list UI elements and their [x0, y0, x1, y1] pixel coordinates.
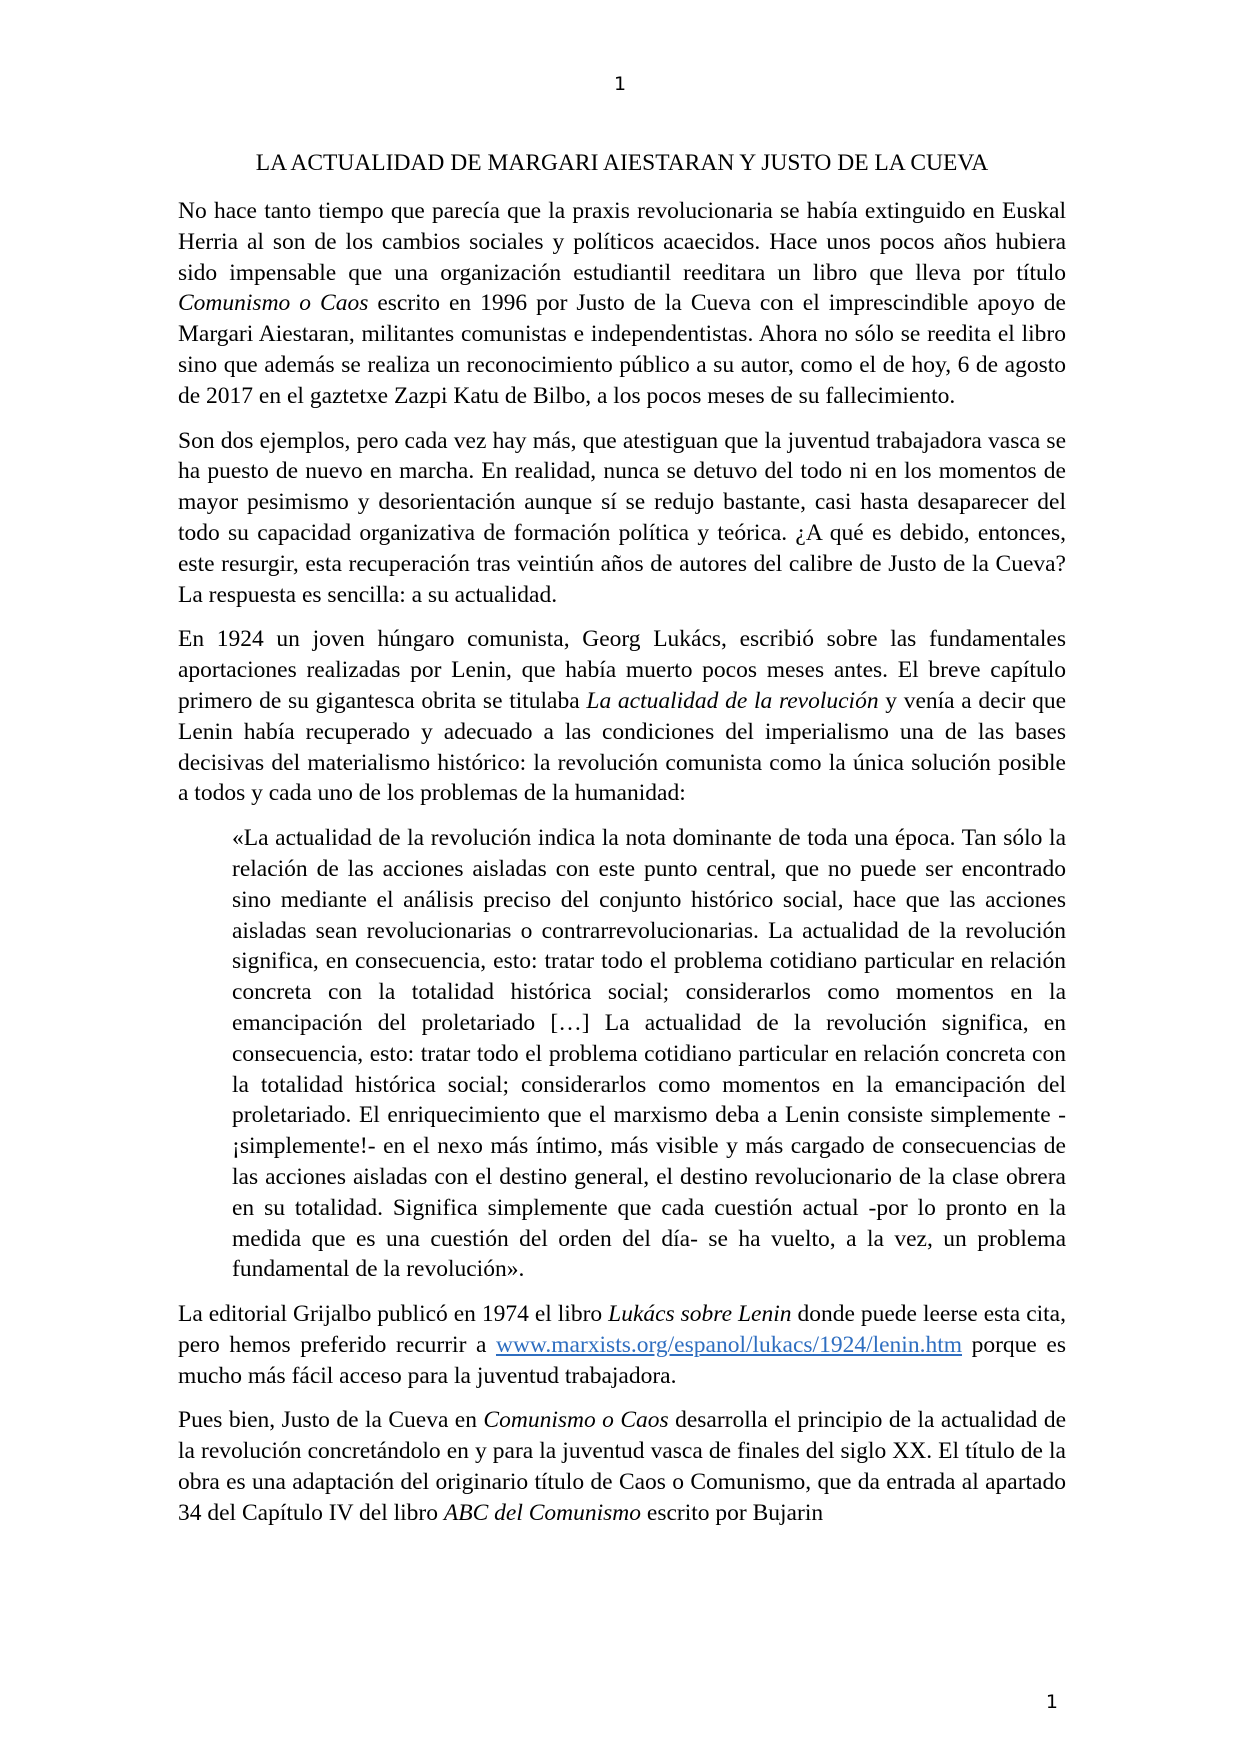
paragraph-4-text-c: donde puede leerse esta cita, pero hemos preferido recurrir a [178, 1301, 1066, 1358]
book-title-lukacs-sobre-lenin: Lukács sobre Lenin [608, 1301, 792, 1328]
paragraph-2: Son dos ejemplos, pero cada vez hay más, que atestiguan que la juventud trabajadora vasca se ha puesto de nuevo en marcha. En realidad, nunca se detuvo del todo ni en los momentos de mayor pesimismo y desorientación aunque sí se redujo bastante, casi hasta desaparecer del todo su capacidad organizativa de formación política y teórica. ¿A qué es debido, entonces, este resurgir, esta recuperación tras veintiún años de autores del calibre de Justo de la Cueva? La respuesta es sencilla: a su actualidad. [178, 427, 1066, 608]
page-number-top: 1 [613, 73, 627, 95]
document-title: LA ACTUALIDAD DE MARGARI AIESTARAN Y JUSTO DE LA CUEVA [255, 150, 989, 176]
book-title-abc-del-comunismo: ABC del Comunismo [443, 1499, 642, 1526]
book-title-comunismo-o-caos-2: Comunismo o Caos [483, 1407, 669, 1434]
paragraph-4-text-a: La editorial Grijalbo publicó en 1974 el libro [178, 1301, 609, 1328]
paragraph-4-text-d: porque es mucho más fácil acceso para la juventud trabajadora. [178, 1331, 1066, 1389]
paragraph-1-text-c: escrito en 1996 por Justo de la Cueva con el imprescindible apoyo de Margari Aiestaran, militantes comunistas e independentistas. Ahora no sólo se reedita el libro sino que además se realiza un reconocimiento público a su autor, como el de hoy, 6 de agosto de 2017 en el gaztetxe Zazpi Katu de Bilbo, a los pocos meses de su fallecimiento. [178, 290, 1066, 409]
page-number-bottom: 1 [1045, 1691, 1058, 1713]
book-title-comunismo-o-caos: Comunismo o Caos [178, 290, 369, 317]
marxists-link[interactable]: www.marxists.org/espanol/lukacs/1924/lenin.htm [495, 1331, 963, 1358]
block-quote: «La actualidad de la revolución indica la nota dominante de toda una época. Tan sólo la relación de las acciones aisladas con este punto central, que no puede ser encontrado sino mediante el análisis preciso del conjunto histórico social, hace que las acciones aisladas sean revolucionarias o contrarrevolucionarias. La actualidad de la revolución significa, en consecuencia, esto: tratar todo el problema cotidiano particular en relación concreta con la totalidad histórica social; considerarlos como momentos en la emancipación del proletariado […] La actualidad de la revolución significa, en consecuencia, esto: tratar todo el problema cotidiano particular en relación concreta con la totalidad histórica social; considerarlos como momentos en la emancipación del proletariado. El enriquecimiento que el marxismo deba a Lenin consiste simplemente -¡simplemente!- en el nexo más íntimo, más visible y más cargado de consecuencias de las acciones aisladas con el destino general, el destino revolucionario de la clase obrera en su totalidad. Significa simplemente que cada cuestión actual -por lo pronto en la medida que es una cuestión del orden del día- se ha vuelto, a la vez, un problema fundamental de la revolución». [232, 825, 1066, 1283]
paragraph-5-text-a: Pues bien, Justo de la Cueva en [178, 1407, 484, 1434]
paragraph-1-text-a: No hace tanto tiempo que parecía que la praxis revolucionaria se había extinguido en Euskal Herria al son de los cambios sociales y políticos acaecidos. Hace unos pocos años hubiera sido impensable que una organización estudiantil reeditara un libro que lleva por título [178, 198, 1066, 286]
paragraph-5-text-c: desarrolla el principio de la actualidad de la revolución concretándolo en y para la juventud vasca de finales del siglo XX. El título de la obra es una adaptación del originario título de Caos o Comunismo, que da entrada al apartado 34 del Capítulo IV del libro [178, 1407, 1066, 1526]
chapter-title-actualidad-revolucion: La actualidad de la revolución [586, 687, 879, 714]
paragraph-1 [178, 196, 1066, 412]
paragraph-3-text-a: En 1924 un joven húngaro comunista, Georg Lukács, escribió sobre las fundamentales aportaciones realizadas por Lenin, que había muerto pocos meses antes. El breve capítulo primero de su gigantesca obrita se titulaba [178, 626, 1066, 714]
paragraph-5 [178, 1405, 1066, 1528]
document-body [178, 148, 1066, 1543]
paragraph-4 [178, 1299, 1066, 1391]
paragraph-3 [178, 624, 1066, 809]
paragraph-5-text-e: escrito por Bujarin [641, 1499, 824, 1526]
paragraph-3-text-c: y venía a decir que Lenin había recuperado y adecuado a las condiciones del imperialismo una de las bases decisivas del materialismo histórico: la revolución comunista como la única solución posible a todos y cada uno de los problemas de la humanidad: [178, 687, 1067, 807]
